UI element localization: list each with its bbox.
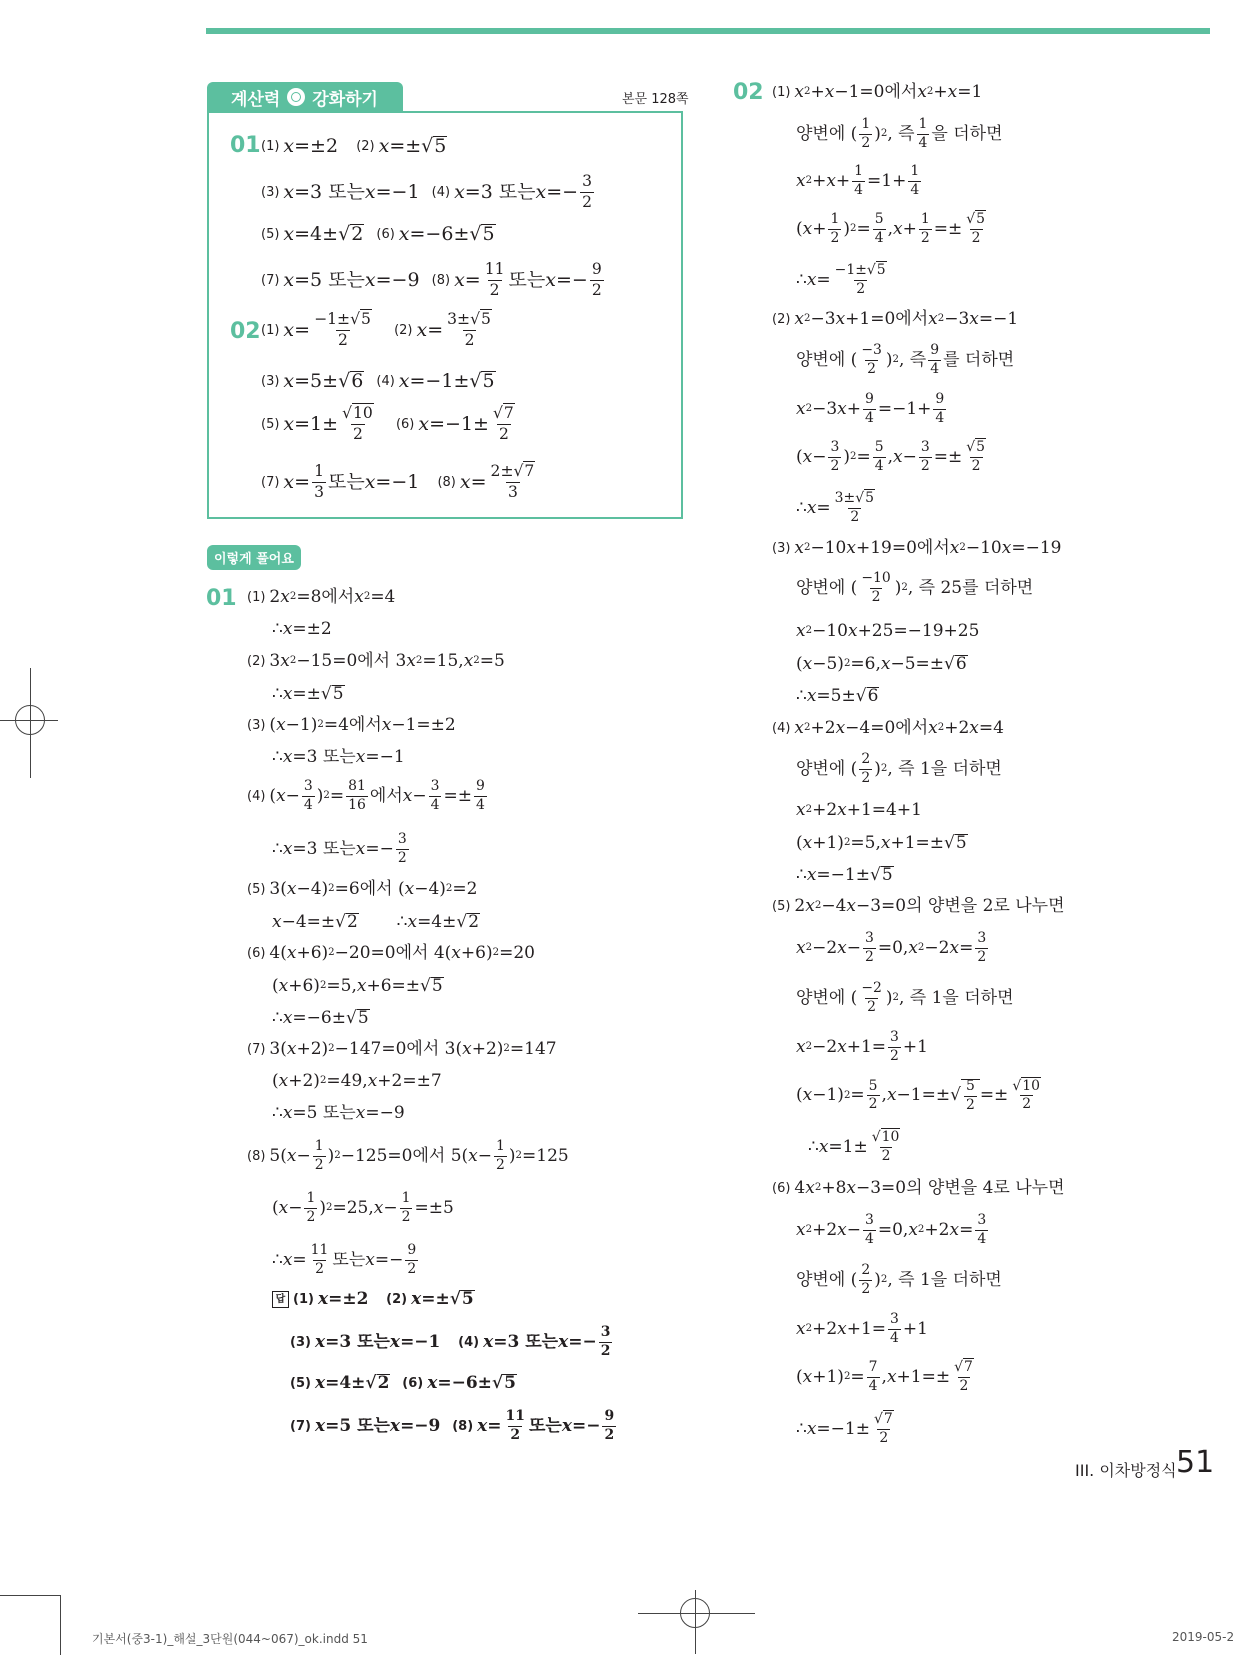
solution-line: ( x − $\frac{3}{2}$ ) 2 = $\frac{5}{4}$ , x − $\frac{3}{2}$ =± $\frac{√5}{2}$ — [796, 439, 985, 474]
solution-line: (2) 3 x 2 −15=0에서 3 x 2 =15, x 2 =5 — [247, 651, 505, 671]
solution-line: ∴ x = $\frac{3\pm√5}{2}$ — [796, 490, 874, 525]
solution-line: x 2 −10 x +25=−19+25 — [796, 621, 980, 641]
solution-line: x 2 +2 x − $\frac{3}{4}$ =0, x 2 +2 x = $\frac{3}{4}$ — [796, 1212, 987, 1247]
box-title-tab — [207, 82, 403, 112]
solution-line: ∴ x =5 또는 x =−9 — [272, 1103, 405, 1123]
box-title-left: 계산력 — [231, 89, 281, 110]
file-slug: 기본서(중3-1)_해설_3단원(044~067)_ok.indd 51 — [92, 1632, 368, 1646]
chapter-label: III. 이차방정식 — [1075, 1461, 1177, 1480]
solution-line: 양변에 ( $\frac{-3}{2}$ ) 2 , 즉 $\frac{9}{4}$ 를 더하면 — [796, 342, 1015, 377]
box-problem-02: 02 — [230, 319, 261, 344]
answer-line: (3) x =3 또는 x =−1 (4) x =3 또는 x =− $\frac{3}{2}$ — [290, 1324, 611, 1359]
solution-line: x 2 + x + $\frac{1}{4}$ =1+ $\frac{1}{4}$ — [796, 163, 920, 198]
stopwatch-icon — [287, 88, 305, 106]
solution-line: (4) x 2 +2 x −4=0에서 x 2 +2 x =4 — [772, 718, 1004, 738]
solution-line: (1) 2 x 2 =8에서 x 2 =4 — [247, 587, 396, 607]
solution-line: (7) 3( x +2) 2 −147=0에서 3( x +2) 2 =147 — [247, 1039, 557, 1059]
solution-line: x 2 −3 x + $\frac{9}{4}$ =−1+ $\frac{9}{4}$ — [796, 391, 945, 426]
solution-line: ( x −1) 2 = $\frac{5}{2}$ , x −1=±√ $\frac{5}{2}$ =± $\frac{√10}{2}$ — [796, 1077, 1040, 1113]
box-line: (7) x =5 또는 x =−9 (8) x = $\frac{11}{2}$ 또는 x =− $\frac{9}{2}$ — [261, 260, 602, 299]
solution-line: (5) 3( x −4) 2 =6에서 ( x −4) 2 =2 — [247, 879, 478, 899]
page-reference: 본문 128쪽 — [622, 92, 689, 107]
solution-line: (4) ( x − $\frac{3}{4}$ ) 2 = $\frac{81}{16}$ 에서 x − $\frac{3}{4}$ =± $\frac{9}{4}$ — [247, 778, 485, 813]
solution-line: ∴ x =−1±√ 5 — [796, 864, 893, 885]
solution-line: ∴ x =±2 — [272, 619, 332, 639]
solution-line: ( x +1) 2 =5, x +1=±√ 5 — [796, 832, 967, 853]
box-line: (1) x =±2 (2) x =±√ 5 — [261, 134, 447, 157]
solution-line: ( x +1) 2 = $\frac{7}{4}$ , x +1=± $\frac{√7}{2}$ — [796, 1359, 973, 1394]
solution-line: 양변에 ( $\frac{1}{2}$ ) 2 , 즉 $\frac{1}{4}$ 을 더하면 — [796, 116, 1003, 151]
solution-line: 양변에 ( $\frac{2}{2}$ ) 2 , 즉 1을 더하면 — [796, 751, 1002, 786]
solution-line: (6) 4 x 2 +8 x −3=0의 양변을 4로 나누면 — [772, 1178, 1065, 1198]
box-line: (5) x =4±√ 2 (6) x =−6±√ 5 — [261, 222, 495, 245]
solution-problem-02: 02 — [733, 80, 764, 105]
box-line: (5) x =1± $\frac{√10}{2}$ (6) x =−1± $\frac{√7}{2}$ — [261, 404, 514, 443]
solution-line: ( x +2) 2 =49, x +2=±7 — [272, 1071, 442, 1091]
solution-line: (6) 4( x +6) 2 −20=0에서 4( x +6) 2 =20 — [247, 943, 535, 963]
box-line: (3) x =5±√ 6 (4) x =−1±√ 5 — [261, 369, 495, 392]
solution-line: ( x − $\frac{1}{2}$ ) 2 =25, x − $\frac{1}{2}$ =±5 — [272, 1190, 454, 1225]
date-slug: 2019-05-2 — [1172, 1630, 1235, 1644]
solution-line: ∴ x =−1± $\frac{√7}{2}$ — [796, 1411, 893, 1446]
solution-line: x 2 +2 x +1= $\frac{3}{4}$ +1 — [796, 1311, 928, 1346]
answer-line: 답 (1) x =±2 (2) x =±√ 5 — [272, 1290, 475, 1308]
solution-line: ∴ x = $\frac{-1\pm√5}{2}$ — [796, 262, 886, 297]
solution-line: ( x +6) 2 =5, x +6=±√ 5 — [272, 975, 443, 996]
box-line: (3) x =3 또는 x =−1 (4) x =3 또는 x =− $\frac{3}{2}$ — [261, 172, 593, 211]
solution-line: (5) 2 x 2 −4 x −3=0의 양변을 2로 나누면 — [772, 896, 1065, 916]
solution-line: x 2 +2 x +1=4+1 — [796, 800, 922, 820]
answer-mark-icon: 답 — [272, 1291, 289, 1308]
answer-line: (5) x =4±√ 2 (6) x =−6±√ 5 — [290, 1372, 516, 1393]
solution-line: ∴ x =3 또는 x =−1 — [272, 747, 405, 767]
solution-line: (8) 5( x − $\frac{1}{2}$ ) 2 −125=0에서 5( x − $\frac{1}{2}$ ) 2 =125 — [247, 1138, 569, 1173]
explain-badge: 이렇게 풀어요 — [207, 545, 301, 570]
page-number: 51 — [1176, 1445, 1215, 1480]
solution-line: 양변에 ( $\frac{-2}{2}$ ) 2 , 즉 1을 더하면 — [796, 980, 1014, 1015]
answer-line: (7) x =5 또는 x =−9 (8) x = $\frac{11}{2}$ 또는 x =− $\frac{9}{2}$ — [290, 1408, 615, 1443]
solution-line: (3) x 2 −10 x +19=0에서 x 2 −10 x =−19 — [772, 538, 1062, 558]
solution-line: ∴ x =−6±√ 5 — [272, 1007, 369, 1028]
solution-line: x 2 −2 x +1= $\frac{3}{2}$ +1 — [796, 1029, 928, 1064]
solution-line: ∴ x =5±√ 6 — [796, 685, 879, 706]
solution-line: (1) x 2 + x −1=0에서 x 2 + x =1 — [772, 82, 983, 102]
top-accent-bar — [206, 28, 1210, 34]
box-line: (1) x = $\frac{-1\pm√5}{2}$ (2) x = $\frac{3\pm√5}{2}$ — [261, 310, 491, 349]
solution-line: x 2 −2 x − $\frac{3}{2}$ =0, x 2 −2 x = $\frac{3}{2}$ — [796, 930, 987, 965]
solution-line: ( x −5) 2 =6, x −5=±√ 6 — [796, 653, 967, 674]
solution-line: ∴ x =1± $\frac{√10}{2}$ — [808, 1129, 900, 1164]
solution-line: x −4=±√ 2 ∴ x =4±√ 2 — [272, 911, 480, 932]
solution-problem-01: 01 — [206, 586, 237, 611]
solution-line: ∴ x =3 또는 x =− $\frac{3}{2}$ — [272, 831, 407, 866]
solution-line: 양변에 ( $\frac{-10}{2}$ ) 2 , 즉 25를 더하면 — [796, 570, 1034, 605]
box-problem-01: 01 — [230, 133, 261, 158]
box-title-right: 강화하기 — [312, 89, 378, 110]
solution-line: 양변에 ( $\frac{2}{2}$ ) 2 , 즉 1을 더하면 — [796, 1262, 1002, 1297]
solution-line: ( x + $\frac{1}{2}$ ) 2 = $\frac{5}{4}$ , x + $\frac{1}{2}$ =± $\frac{√5}{2}$ — [796, 211, 985, 246]
solution-line: ∴ x =±√ 5 — [272, 683, 344, 704]
solution-line: (2) x 2 −3 x +1=0에서 x 2 −3 x =−1 — [772, 309, 1019, 329]
solution-line: ∴ x = $\frac{11}{2}$ 또는 x =− $\frac{9}{2}$ — [272, 1242, 417, 1277]
box-line: (7) x = $\frac{1}{3}$ 또는 x =−1 (8) x = $\frac{2\pm√7}{3}$ — [261, 462, 535, 501]
solution-line: (3) ( x −1) 2 =4에서 x −1=±2 — [247, 715, 456, 735]
